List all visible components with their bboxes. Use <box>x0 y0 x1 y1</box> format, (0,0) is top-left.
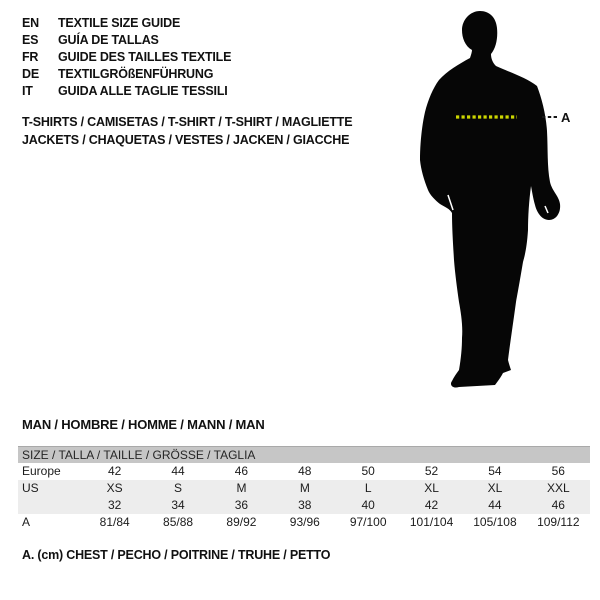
size-value: 34 <box>171 498 185 512</box>
size-value: 46 <box>551 498 565 512</box>
size-value: 56 <box>551 464 565 478</box>
size-value: 42 <box>424 498 439 512</box>
row-label: A <box>22 515 31 529</box>
size-value: S <box>174 481 183 495</box>
size-value: 44 <box>488 498 502 512</box>
language-row <box>22 31 231 48</box>
man-silhouette <box>420 11 560 388</box>
table-row <box>18 463 590 480</box>
measurement-footnote: A. (cm) CHEST / PECHO / POITRINE / TRUHE / PETTO <box>22 548 331 562</box>
size-value: 85/88 <box>163 515 194 529</box>
language-code: DE <box>22 66 39 81</box>
size-value: XL <box>424 481 439 495</box>
size-value: 101/104 <box>409 515 454 529</box>
size-value: 93/96 <box>289 515 320 529</box>
size-value: 89/92 <box>226 515 257 529</box>
size-value: XS <box>106 481 123 495</box>
language-label: TEXTILE SIZE GUIDE <box>58 15 181 30</box>
language-row <box>22 14 231 31</box>
size-value: 52 <box>424 464 439 478</box>
table-row <box>18 497 590 514</box>
category-line: JACKETS / CHAQUETAS / VESTES / JACKEN / GIACCHE <box>22 133 350 147</box>
size-value: 42 <box>108 464 122 478</box>
size-value: M <box>299 481 310 495</box>
measure-label-a: A <box>561 110 571 125</box>
row-label <box>18 497 83 514</box>
size-table <box>18 446 590 531</box>
section-title: MAN / HOMBRE / HOMME / MANN / MAN <box>22 417 265 432</box>
size-value: 50 <box>361 464 375 478</box>
size-value: 54 <box>488 464 502 478</box>
size-value: 97/100 <box>349 515 387 529</box>
size-value: M <box>236 481 247 495</box>
row-label: US <box>22 481 39 495</box>
language-label: GUIDE DES TAILLES TEXTILE <box>58 49 232 64</box>
man-silhouette-figure <box>395 8 580 398</box>
language-code: ES <box>22 32 39 47</box>
size-value: 38 <box>298 498 312 512</box>
language-list <box>22 14 231 99</box>
size-value: L <box>364 481 372 495</box>
size-table-header: SIZE / TALLA / TAILLE / GRÖSSE / TAGLIA <box>18 447 590 463</box>
size-value: 36 <box>234 498 249 512</box>
size-value: 109/112 <box>537 515 580 529</box>
language-row <box>22 65 231 82</box>
table-row <box>18 480 590 497</box>
size-value: XXL <box>546 481 570 495</box>
size-value: 48 <box>298 464 312 478</box>
language-label: GUIDA ALLE TAGLIE TESSILI <box>58 83 228 98</box>
size-value: 40 <box>361 498 375 512</box>
size-value: 81/84 <box>99 515 130 529</box>
category-lines <box>22 113 352 149</box>
table-row <box>18 514 590 531</box>
category-line: T-SHIRTS / CAMISETAS / T-SHIRT / T-SHIRT / MAGLIETTE <box>22 115 353 129</box>
language-row <box>22 48 231 65</box>
size-value: 46 <box>234 464 249 478</box>
language-label: TEXTILGRÖßENFÜHRUNG <box>58 66 214 81</box>
row-label: Europe <box>22 464 61 478</box>
language-code: EN <box>22 15 39 30</box>
language-label: GUÍA DE TALLAS <box>58 32 159 47</box>
size-value: 44 <box>171 464 185 478</box>
language-code: IT <box>22 83 33 98</box>
language-code: FR <box>22 49 39 64</box>
size-table-body <box>18 447 590 531</box>
size-value: XL <box>487 481 503 495</box>
size-table-header-row <box>18 447 590 463</box>
language-row <box>22 82 231 99</box>
size-value: 32 <box>108 498 122 512</box>
size-value: 105/108 <box>473 515 517 529</box>
